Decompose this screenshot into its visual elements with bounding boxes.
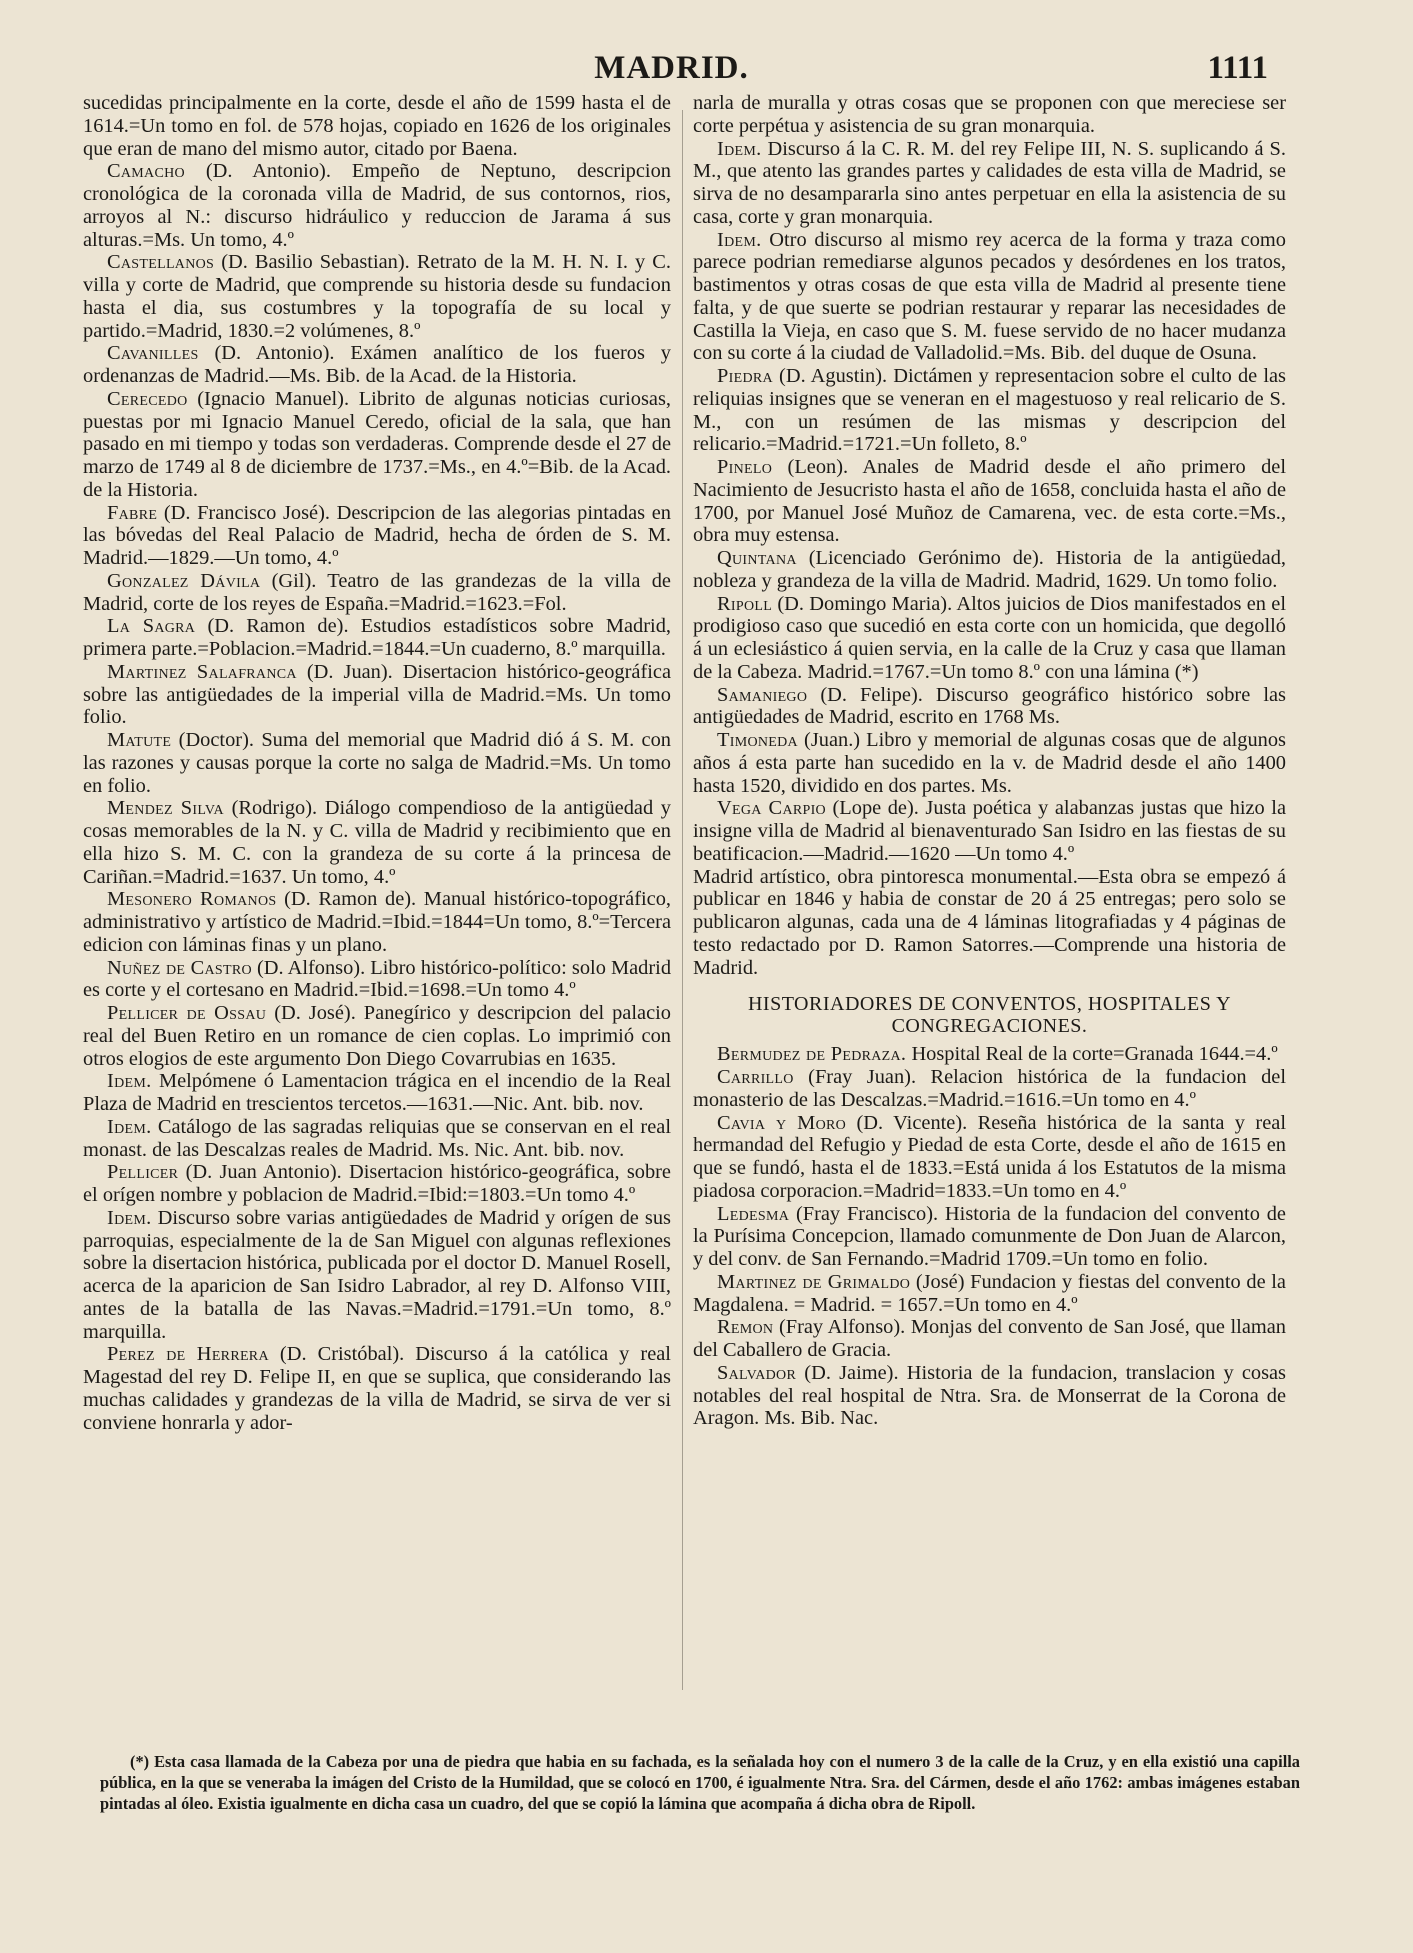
entry-text: (Rodrigo). Diálogo compendioso de la antigüedad y cosas memorables de la N. y C. villa de Madrid y recibimiento que en ella hizo S. M. C. con la grandeza de su corte á la princesa de Cariñan.=Madrid.=1637. Un tomo, 4.º xyxy=(83,797,671,888)
entry-author: Idem. xyxy=(717,228,762,251)
entry-author: Castellanos xyxy=(107,251,215,274)
entry-author: Camacho xyxy=(107,160,185,183)
entry-author: Matute xyxy=(107,729,172,751)
entry-text: Hospital Real de la corte=Granada 1644.=4.º xyxy=(911,1043,1278,1066)
entry-text: (Fray Francisco). Historia de la fundacion del convento de la Purísima Concepcion, llamado comunmente de Don Juan de Alarcon, y del conv. de San Fernando.=Madrid 1709.=Un tomo en folio. xyxy=(693,1202,1286,1270)
entry-author: Mendez Silva xyxy=(107,797,224,820)
entry-author: Idem. xyxy=(107,1115,152,1138)
entry-text: Madrid artístico, obra pintoresca monumental.—Esta obra se empezó á publicar en 1846 y habia de constar de 20 á 25 entregas; pero solo se publicaron algunas, cada una de 4 láminas litografiadas y 4 páginas de testo redactado por D. Ramon Satorres.—Comprende una historia de Madrid. xyxy=(693,865,1286,979)
entry-author: Ripoll xyxy=(717,592,773,615)
entry-author: Quintana xyxy=(717,547,797,569)
entry-text: (D. Antonio). Empeño de Neptuno, descripcion cronológica de la coronada villa de Madrid, de sus contornos, rios, arroyos al N.: discurso hidráulico y reduccion de Jarama á sus alturas.=Ms. Un tomo, 4.º xyxy=(83,160,671,251)
entry-text: (D. Alfonso). Libro histórico-político: solo Madrid es corte y el cortesano en Madrid.=Ibid.=1698.=Un tomo 4.º xyxy=(83,956,672,1002)
entry-text: Melpómene ó Lamentacion trágica en el incendio de la Real Plaza de Madrid en trescientos tercetos.—1631.—Nic. Ant. bib. nov. xyxy=(83,1070,671,1115)
bibliography-entry xyxy=(693,1066,1286,1112)
bibliography-entry xyxy=(693,229,1286,366)
entry-text: (D. Domingo Maria). Altos juicios de Dios manifestados en el prodigioso caso que sucedió en esta corte con un homicida, que degolló á un eclesiástico á quien servia, en la calle de la Cruz y casa que llaman de la Cabeza. Madrid.=1767.=Un tomo 8.º con una lámina (*) xyxy=(693,592,1286,683)
bibliography-entry xyxy=(693,866,1286,980)
bibliography-entry xyxy=(83,661,671,729)
bibliography-entry xyxy=(693,547,1286,593)
entry-author: Cerecedo xyxy=(107,387,188,410)
right-column xyxy=(693,92,1286,1430)
entry-author: Idem. xyxy=(717,137,762,160)
bibliography-entry xyxy=(83,1002,671,1070)
bibliography-entry xyxy=(693,1316,1286,1362)
entry-text: (D. Basilio Sebastian). Retrato de la M. H. N. I. y C. villa y corte de Madrid, que comprende su historia desde su fundacion hasta el dia, sus costumbres y la topografía de su local y partido.=Madrid, 1830.=2 volúmenes, 8.º xyxy=(83,251,671,342)
entry-text: (Licenciado Gerónimo de). Historia de la antigüedad, nobleza y grandeza de la villa de Madrid. Madrid, 1629. Un tomo folio. xyxy=(693,547,1286,592)
bibliography-entry xyxy=(83,570,671,616)
bibliography-entry xyxy=(693,1362,1286,1430)
bibliography-entry xyxy=(83,729,671,797)
bibliography-entry xyxy=(83,1116,671,1162)
entry-text: (D. Antonio). Exámen analítico de los fueros y ordenanzas de Madrid.—Ms. Bib. de la Acad. de la Historia. xyxy=(83,342,671,387)
bibliography-entry xyxy=(693,593,1286,684)
bibliography-entry xyxy=(83,502,671,570)
section-heading: HISTORIADORES DE CONVENTOS, HOSPITALES Y CONGREGACIONES. xyxy=(747,993,1232,1038)
bibliography-entry xyxy=(693,684,1286,730)
bibliography-entry xyxy=(83,1161,671,1207)
entry-text: (D. Francisco José). Descripcion de las alegorias pintadas en las bóvedas del Real Palacio de Madrid, hecha de órden de S. M. Madrid.—1829.—Un tomo, 4.º xyxy=(83,501,671,569)
entry-author: Mesonero Romanos xyxy=(107,888,277,911)
bibliography-entry xyxy=(83,888,671,956)
bibliography-entry xyxy=(83,160,671,251)
entry-author: Perez de Herrera xyxy=(107,1343,269,1366)
right-column-entries xyxy=(693,92,1286,979)
entry-text: (D. Agustin). Dictámen y representacion sobre el culto de las reliquias insignes que se veneran en el magestuoso y real relicario de S. M., con un resúmen de las mismas y descripcion del relicario.=Madrid.=1721.=Un folleto, 8.º xyxy=(693,365,1286,456)
right-column-entries-after-heading xyxy=(693,1043,1286,1430)
bibliography-entry xyxy=(693,92,1286,138)
entry-author: Nuñez de Castro xyxy=(107,956,252,979)
entry-author: Carrillo xyxy=(717,1066,794,1088)
bibliography-entry xyxy=(83,1070,671,1116)
entry-text: (Fray Juan). Relacion histórica de la fundacion del monasterio de las Descalzas.=Madrid.=1616.=Un tomo en 4.º xyxy=(693,1066,1286,1111)
entry-text: (D. José). Panegírico y descripcion del palacio real del Buen Retiro en un romance de cien coplas. Lo imprimió con otros elogios de este argumento Don Diego Covarrubias en 1635. xyxy=(83,1002,671,1070)
bibliography-entry xyxy=(693,729,1286,797)
entry-author: Bermudez de Pedraza. xyxy=(717,1043,907,1066)
bibliography-entry xyxy=(83,797,671,888)
column-divider xyxy=(682,110,683,1690)
entry-text: Otro discurso al mismo rey acerca de la forma y traza como parece podrian remediarse algunos pecados y desórdenes en los tratos, bastimentos y otras cosas de que esta villa de Madrid al presente tiene falta, y de que suerte se podrian restaurar y reparar las necesidades de Castilla la Vieja, en caso que S. M. fuese servido de no hacer mudanza con su corte á la ciudad de Valladolid.=Ms. Bib. del duque de Osuna. xyxy=(693,228,1286,365)
entry-text: (Lope de). Justa poética y alabanzas justas que hizo la insigne villa de Madrid al bienaventurado San Isidro en las fiestas de su beatificacion.—Madrid.—1620 —Un tomo 4.º xyxy=(693,797,1286,865)
bibliography-entry xyxy=(83,342,671,388)
entry-author: Samaniego xyxy=(717,683,808,706)
entry-author: Timoneda xyxy=(717,729,798,751)
bibliography-entry xyxy=(83,615,671,661)
entry-author: Piedra xyxy=(717,365,773,387)
entry-author: Ledesma xyxy=(717,1202,790,1225)
bibliography-entry xyxy=(693,365,1286,456)
entry-text: Discurso sobre varias antigüedades de Madrid y orígen de sus parroquias, especialmente de la de San Miguel con algunas reflexiones sobre la disertacion histórica, publicada por el doctor D. Manuel Rosell, acerca de la aparicion de San Isidro Labrador, al rey D. Alfonso VIII, antes de la batalla de las Navas.=Madrid.=1791.=Un tomo, 8.º marquilla. xyxy=(83,1206,671,1343)
entry-text: (D. Jaime). Historia de la fundacion, translacion y cosas notables del real hospital de Ntra. Sra. de Monserrat de la Corona de Aragon. Ms. Bib. Nac. xyxy=(693,1361,1286,1430)
bibliography-entry xyxy=(693,1271,1286,1317)
entry-author: Martinez Salafranca xyxy=(107,660,297,683)
entry-text: (Fray Alfonso). Monjas del convento de San José, que llaman del Caballero de Gracia. xyxy=(693,1316,1286,1361)
entry-author: Gonzalez Dávila xyxy=(107,569,261,592)
page-number: 1111 xyxy=(1207,50,1268,86)
bibliography-entry xyxy=(83,251,671,342)
bibliography-entry xyxy=(83,92,671,160)
bibliography-entry xyxy=(693,1112,1286,1203)
entry-text: (Gil). Teatro de las grandezas de la villa de Madrid, corte de los reyes de España.=Madrid.=1623.=Fol. xyxy=(83,569,671,615)
running-title: MADRID. xyxy=(594,50,749,86)
entry-text: (D. Ramon de). Estudios estadísticos sobre Madrid, primera parte.=Poblacion.=Madrid.=1844.=Un cuaderno, 8.º marquilla. xyxy=(83,615,671,660)
entry-text: (D. Vicente). Reseña histórica de la santa y real hermandad del Refugio y Piedad de esta Corte, desde el año de 1615 en que se fundó, hasta el de 1833.=Está unida á los Estatutos de la misma piadosa corporacion.=Madrid=1833.=Un tomo en 4.º xyxy=(693,1111,1286,1202)
entry-author: Martinez de Grimaldo xyxy=(717,1270,911,1293)
entry-text: (Ignacio Manuel). Librito de algunas noticias curiosas, puestas por mi Ignacio Manuel Ceredo, oficial de la sala, que han pasado en mi tiempo y todas son verdaderas. Comprende desde el 27 de marzo de 1749 al 8 de diciembre de 1737.=Ms., en 4.º=Bib. de la Acad. de la Historia. xyxy=(83,387,671,501)
bibliography-entry xyxy=(83,957,671,1003)
bibliography-entry xyxy=(693,138,1286,229)
entry-author: Pinelo xyxy=(717,456,773,478)
entry-author: Vega Carpio xyxy=(717,797,826,820)
entry-text: (Leon). Anales de Madrid desde el año primero del Nacimiento de Jesucristo hasta el año de 1658, concluida hasta el año de 1700, por Manuel José Muñoz de Camarena, vec. de esta corte.=Ms., obra muy estensa. xyxy=(693,456,1286,547)
entry-text: Discurso á la C. R. M. del rey Felipe III, N. S. suplicando á S. M., que atento las grandes partes y calidades de esta villa de Madrid, se sirva de no desampararla sino antes perpetuar en ella la asistencia de su casa, corte y gran monarquia. xyxy=(693,137,1286,228)
entry-author: Remon xyxy=(717,1316,774,1339)
entry-text: (D. Felipe). Discurso geográfico histórico sobre las antigüedades de Madrid, escrito en 1768 Ms. xyxy=(693,683,1286,729)
entry-author: Pellicer de Ossau xyxy=(107,1002,267,1024)
bibliography-entry xyxy=(693,456,1286,547)
bibliography-entry xyxy=(83,1343,671,1434)
entry-text: (D. Juan Antonio). Disertacion histórico-geográfica, sobre el orígen nombre y poblacion de Madrid.=Ibid:=1803.=Un tomo 4.º xyxy=(83,1161,671,1206)
entry-text: narla de muralla y otras cosas que se proponen con que mereciese ser corte perpétua y asistencia de su gran monarquia. xyxy=(693,92,1286,137)
footnote: (*) Esta casa llamada de la Cabeza por una de piedra que habia en su fachada, es la señalada hoy con el numero 3 de la calle de la Cruz, y en ella existió una capilla pública, en la que se veneraba la imágen del Cristo de la Humildad, que se colocó en 1700, é igualmente Ntra. Sra. del Cármen, desde el año 1762: ambas imágenes estaban pintadas al óleo. Existia igualmente en dicha casa un cuadro, del que se copió la lámina que acompaña á dicha obra de Ripoll. xyxy=(100,1752,1300,1813)
entry-text: (Juan.) Libro y memorial de algunas cosas que de algunos años á esta parte han sucedido en la v. de Madrid desde el año 1400 hasta 1520, dividido en dos partes. Ms. xyxy=(693,729,1286,797)
entry-text: (D. Ramon de). Manual histórico-topográfico, administrativo y artístico de Madrid.=Ibid.=1844=Un tomo, 8.º=Tercera edicion con láminas finas y un plano. xyxy=(83,888,672,956)
entry-text: (D. Juan). Disertacion histórico-geográfica sobre las antigüedades de la imperial villa de Madrid.=Ms. Un tomo folio. xyxy=(83,660,672,729)
entry-author: Salvador xyxy=(717,1361,797,1384)
entry-text: sucedidas principalmente en la corte, desde el año de 1599 hasta el de 1614.=Un tomo en fol. de 578 hojas, copiado en 1626 de los originales que eran de mano del mismo autor, citado por Baena. xyxy=(83,92,671,160)
bibliography-entry xyxy=(83,1207,671,1344)
entry-author: Idem. xyxy=(107,1070,152,1093)
bibliography-entry xyxy=(693,797,1286,865)
entry-author: Pellicer xyxy=(107,1161,179,1184)
entry-author: Cavia y Moro xyxy=(717,1111,847,1134)
entry-author: La Sagra xyxy=(107,615,196,638)
left-column xyxy=(83,92,671,1434)
bibliography-entry xyxy=(693,1043,1286,1066)
bibliography-entry xyxy=(693,1203,1286,1271)
entry-text: (José) Fundacion y fiestas del convento de la Magdalena. = Madrid. = 1657.=Un tomo en 4.º xyxy=(693,1270,1286,1316)
entry-text: (Doctor). Suma del memorial que Madrid dió á S. M. con las razones y causas porque la corte no salga de Madrid.=Ms. Un tomo en folio. xyxy=(83,729,671,797)
entry-author: Idem. xyxy=(107,1206,152,1229)
entry-text: (D. Cristóbal). Discurso á la católica y real Magestad del rey D. Felipe II, en que se suplica, que considerando las muchas calidades y grandezas de la villa de Madrid, se sirva de ver si conviene honrarla y ador- xyxy=(83,1343,671,1434)
entry-text: Catálogo de las sagradas reliquias que se conservan en el real monast. de las Descalzas reales de Madrid. Ms. Nic. Ant. bib. nov. xyxy=(83,1115,671,1161)
entry-author: Fabre xyxy=(107,501,158,524)
bibliography-entry xyxy=(83,388,671,502)
page-header xyxy=(80,50,1268,90)
entry-author: Cavanilles xyxy=(107,342,199,365)
